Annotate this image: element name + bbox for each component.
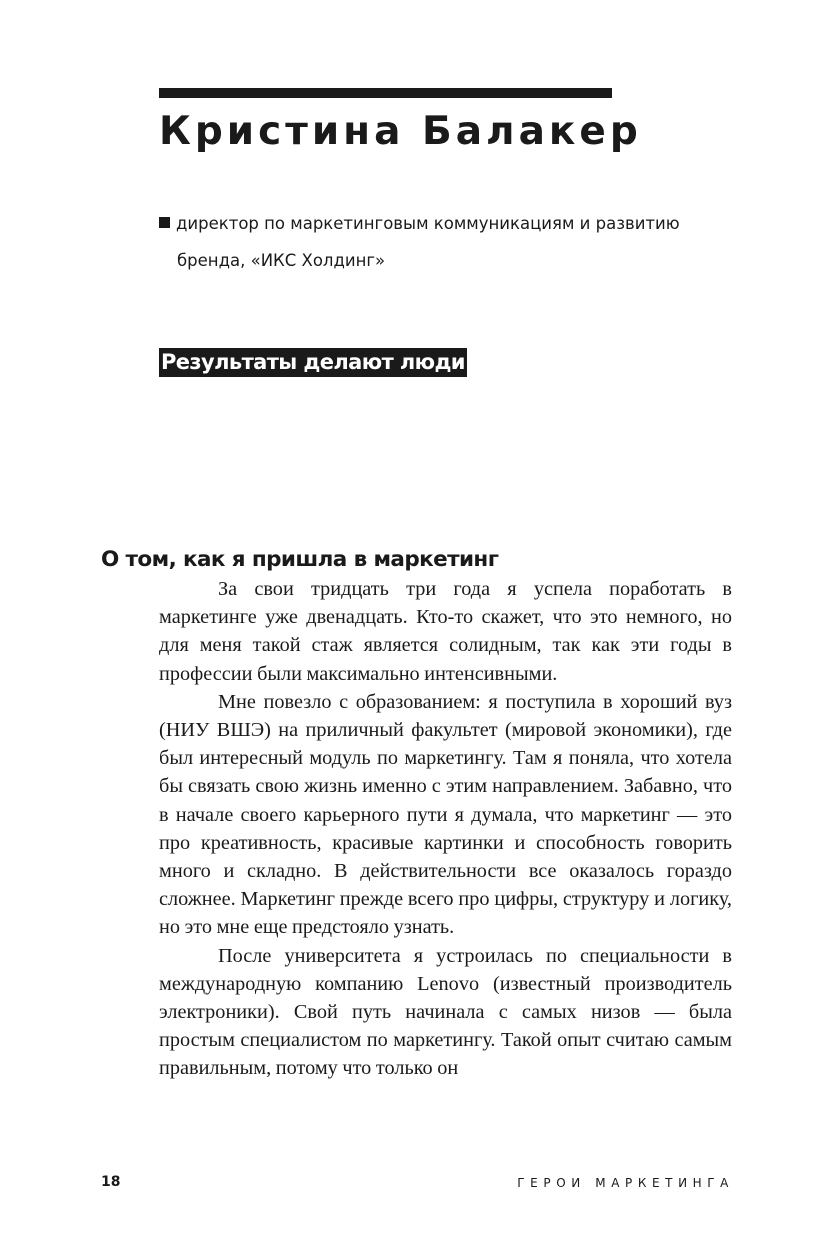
page-number: 18 [101, 1174, 121, 1190]
role-line-2: бренда, «ИКС Холдинг» [177, 251, 386, 270]
square-bullet-icon [159, 217, 170, 228]
role-text-1: директор по маркетинговым коммуникациям и развитию [176, 214, 680, 233]
role-line-1 [159, 205, 719, 242]
person-name: Кристина Балакер [159, 109, 642, 154]
top-rule [159, 88, 612, 98]
section-heading: О том, как я пришла в маркетинг [101, 547, 499, 572]
body-text [159, 575, 732, 1083]
person-role [159, 205, 719, 279]
motto-banner: Результаты делают люди [159, 348, 467, 377]
running-title: ГЕРОИ МАРКЕТИНГА [517, 1176, 734, 1190]
paragraph: После университета я устроилась по специальности в международную компанию Lenovo (известный производитель электроники). Свой путь начинала с самых низов — была простым специалистом по маркетингу. Такой опыт считаю самым правильным, потому что только он [159, 944, 732, 1080]
paragraph: Мне повезло с образованием: я поступила в хороший вуз (НИУ ВШЭ) на приличный факультет (мировой экономики), где был интересный модуль по маркетингу. Там я поняла, что хотела бы связать свою жизнь именно с этим направлением. Забавно, что в начале своего карьерного пути я думала, что маркетинг — это про креативность, красивые картинки и способность говорить много и складно. В действительности все оказалось гораздо сложнее. Маркетинг прежде всего про цифры, структуру и логику, но это мне еще предстояло узнать. [159, 690, 732, 939]
paragraph: За свои тридцать три года я успела поработать в маркетинге уже двенадцать. Кто-то скажет, что это немного, но для меня такой стаж является солидным, так как эти годы в профессии были максимально интенсивными. [159, 578, 732, 685]
